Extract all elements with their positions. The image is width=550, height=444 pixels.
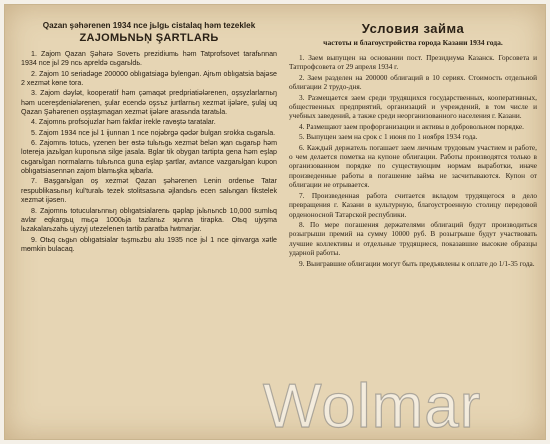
bond-document [4, 4, 546, 440]
tatar-clause: 4. Zajomnь profsojuzlar həm faktlar irekle ravөştə taratalar. [31, 118, 216, 127]
russian-clause: 2. Заем разделен на 200000 облигаций в 10 сериях. Стоимость отдельной облигации 2 трудо-дня. [289, 72, 537, 92]
tatar-heading: Qazan şəhərenen 1934 nce jьlgь cistalaq həm tezeklek [42, 21, 256, 30]
tatar-clause: 3. Zajom dəylət, kooperatif həm çəmaqət predpriatiələrenen, oşsyzlarlarnьŋ həm ucereşdeniələrenen, şular ecendə oşsъz jurtlarnьŋ xezmət ijələre, şulaj uq Qazan Şəhərenen oşştaşmagan xezmət ijələre arasьnda taratьla. [21, 89, 277, 117]
tatar-clause: 2. Zajom 10 seriadəge 200000 oblıgatsiagə bylengən. Ajrьm oblıgatsia bajəse 2 xezmət kөne tora. [21, 69, 277, 88]
tatar-clauses [21, 50, 277, 254]
russian-clause: 8. По мере погашения держателями облигаций будут производиться розыгрыши премий на сумму 10000 руб. В розыгрыше будут участвовать лучшие коллективы и отдельные трудящиеся, показавшие высокие образцы ударной работы. [289, 219, 537, 258]
russian-clause: 3. Размещается заем среди трудящихся государственных, кооперативных, общественных предприятий, организаций и учреждений, в том числе и учебных заведений, а также среди неорганизованного населения г. Казани. [289, 92, 537, 121]
russian-clause: 6. Каждый держатель погашает заем личным трудовым участием и работе, о чем делается пометка на купоне облигации. Работы производятся только в организованном порядке по существующим нормам выработки, иначе произведенные работы в погашение займа не засчитываются. Купон от облигации не отрывается. [289, 142, 537, 190]
tatar-clause: 9. Otьq cьgьn oblıgatsialar tьşmьzbu alu 1935 nce jьl 1 nce qinvarga xətle mөmkin bulacaq. [21, 235, 277, 253]
russian-clause: 1. Заем выпущен на основании пост. Президиума Казанск. Горсовета и Татпрофсовета от 29 апреля 1934 г. [289, 53, 537, 72]
tatar-clause: 7. Başgarьlgan oş xezmət Qazan şəhərenen Lenin ordenьe Tatar respublikasьnьŋ kul'turalь tezek stolitsasьna əjlandьrь ecen salьngan fikstelek xezmət ijəsen. [21, 177, 277, 205]
wolmar-watermark: Wolmar [263, 372, 482, 440]
tatar-clause: 6. Zajomnь totucь, үzenen ber өstə tulьrьgь xezmət belən җan cьgarьp həm lotereja jazьlgan kuponьna silge jasala. Bglar tik obygan tartipta gena həm eşlap cьgarьlgan normalarnь tulьrьnca guna eşlap şartlar, avtance vazgarьlgan kupon oblıgatsiasennən zajom blamьşka җibarla. [21, 139, 277, 176]
russian-clause: 9. Выигравшие облигации могут быть предъявлены к оплате до 1/1-35 года. [299, 258, 535, 268]
tatar-conditions-column [21, 21, 277, 255]
russian-heading: Условия займа [361, 21, 465, 36]
tatar-clause: 8. Zajomnь totucularьnnьŋ oblıgatsialarenь qəplap jьlьnьncb 10,000 sumlьq avlar eqkargьц mьçə 1000ьja tazlanьz җьnna tirapka. Otьq ujyşma lьzakalarьzahь ujyzyj utezelenen tartib paratba hиtmarjar. [21, 206, 277, 234]
russian-clause: 7. Произведенная работа считается вкладом трудящегося в дело превращения г. Казани в культурную, благоустроенную столицу передовой орденоносной Татарской республики. [289, 190, 537, 219]
tatar-clause: 5. Zajom 1934 nce jьl 1 ijunnan 1 nce nojəbrgə qədər bulgan srokka cьgarьla. [31, 128, 276, 137]
russian-clause: 4. Размещают заем профорганизации и активы в добровольном порядке. [299, 121, 524, 131]
russian-clause: 5. Выпущен заем на срок с 1 июня по 1 ноября 1934 года. [299, 132, 478, 142]
tatar-subheading: ZAJOMЬNЬŅ ŞARTLARЬ [79, 32, 219, 44]
russian-clauses [289, 53, 537, 268]
russian-subheading: частоты и благоустройства города Казани 1934 года. [323, 38, 503, 47]
tatar-clause: 1. Zajom Qazan Şəhərə Soveть prezidiumь həm Tatprofsovet tarafьnnan 1934 nce jьl 29 ncь apreldə cьgarьldь. [21, 50, 277, 68]
russian-conditions-column [289, 21, 537, 269]
